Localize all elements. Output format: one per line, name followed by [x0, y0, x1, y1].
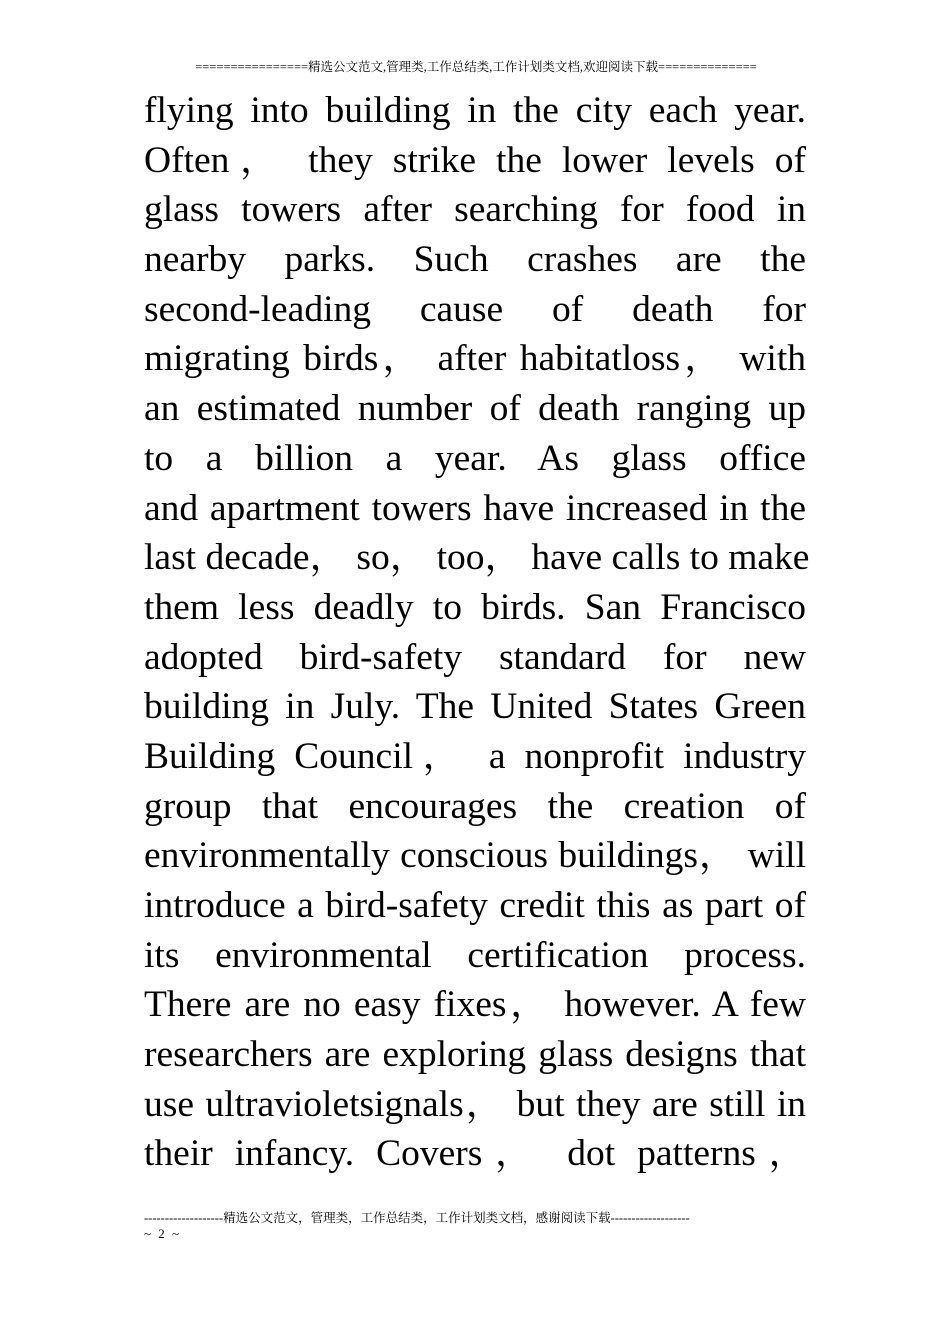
text-line: its environmental certification process. — [144, 934, 806, 976]
text-line: second-leading cause of death for — [144, 288, 806, 330]
text-line: flying into building in the city each year. — [144, 90, 806, 131]
text-line: migrating birds， after habitatloss， with — [144, 338, 806, 380]
page-number: ~ 2 ~ — [144, 1226, 182, 1241]
page-header: ================精选公文范文,管理类,工作总结类,工作计划类文档,欢迎阅读下载============== — [195, 60, 757, 74]
text-line: their infancy. Covers， dot patterns， — [144, 1133, 806, 1175]
text-line: an estimated number of death ranging up — [144, 388, 806, 430]
text-line: use ultravioletsignals， but they are still in — [144, 1083, 806, 1125]
text-line: environmentally conscious buildings， will — [144, 835, 806, 877]
text-line: building in July. The United States Green — [144, 686, 806, 728]
text-line: Often， they strike the lower levels of — [144, 139, 806, 181]
text-line: There are no easy fixes， however. A few — [144, 984, 806, 1026]
text-line: researchers are exploring glass designs that — [144, 1034, 806, 1076]
text-line: group that encourages the creation of — [144, 785, 806, 827]
text-line: nearby parks. Such crashes are the — [144, 239, 806, 281]
text-line: introduce a bird-safety credit this as part of — [144, 885, 806, 926]
text-line: to a billion a year. As glass office — [144, 437, 806, 479]
text-line: and apartment towers have increased in the — [144, 487, 806, 529]
text-line: glass towers after searching for food in — [144, 189, 806, 231]
text-line: Building Council， a nonprofit industry — [144, 735, 806, 777]
body-text — [144, 86, 810, 1179]
page-footer: -------------------精选公文范文，管理类，工作总结类，工作计划类文档，感谢阅读下载------------------- — [144, 1211, 690, 1225]
text-line: adopted bird-safety standard for new — [144, 636, 806, 678]
text-line: last decade， so， too， have calls to make — [144, 537, 810, 579]
text-line: them less deadly to birds. San Francisco — [144, 586, 806, 628]
